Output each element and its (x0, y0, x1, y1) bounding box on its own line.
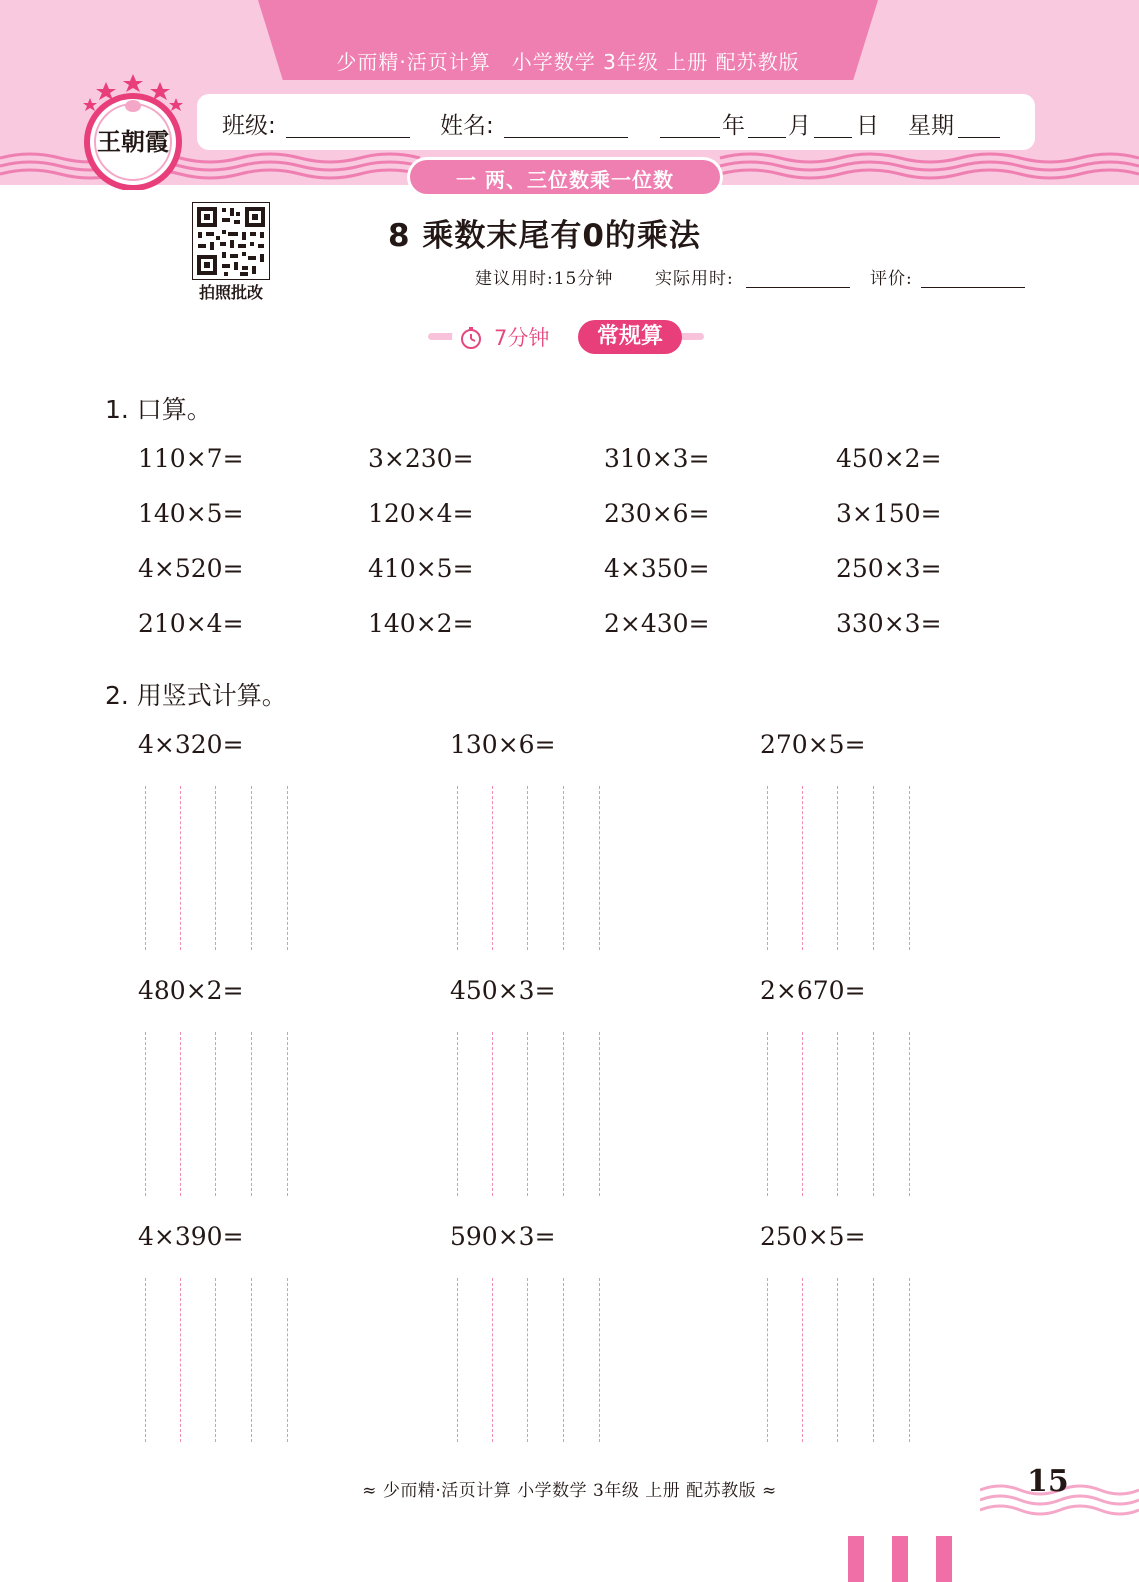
timer-text: 7分钟 (494, 326, 550, 350)
oral-problem: 140×2= (368, 609, 474, 638)
oral-problem: 140×5= (138, 499, 244, 528)
oral-problem: 450×2= (836, 444, 942, 473)
evaluation-field[interactable] (921, 287, 1025, 288)
vertical-problem: 130×6= (450, 730, 556, 759)
work-area[interactable] (145, 786, 295, 950)
stopwatch-icon (459, 326, 483, 350)
weekday-label: 星期 (908, 113, 954, 139)
suggested-time: 建议用时:15分钟 (475, 269, 614, 289)
oral-problem: 310×3= (604, 444, 710, 473)
vertical-problem: 4×390= (138, 1222, 244, 1251)
oral-problem: 120×4= (368, 499, 474, 528)
class-field[interactable] (286, 137, 410, 138)
oral-problem: 3×150= (836, 499, 942, 528)
work-area[interactable] (145, 1278, 295, 1442)
vertical-problem: 450×3= (450, 976, 556, 1005)
oral-problem: 230×6= (604, 499, 710, 528)
book-title: 少而精·活页计算 小学数学 3年级 上册 配苏教版 (336, 50, 800, 74)
footer-text: ≈ 少而精·活页计算 小学数学 3年级 上册 配苏教版 ≈ (362, 1481, 777, 1501)
class-label: 班级: (222, 113, 276, 139)
year-label: 年 (722, 113, 745, 139)
oral-problem: 330×3= (836, 609, 942, 638)
question-2-title: 2. 用竖式计算。 (105, 681, 287, 710)
footer-bar (936, 1536, 952, 1582)
name-field[interactable] (504, 137, 628, 138)
oral-problem: 250×3= (836, 554, 942, 583)
qr-code-icon[interactable] (192, 202, 270, 280)
vertical-problem: 480×2= (138, 976, 244, 1005)
vertical-problem: 4×320= (138, 730, 244, 759)
work-area[interactable] (457, 1032, 607, 1196)
oral-problem: 110×7= (138, 444, 244, 473)
name-label: 姓名: (440, 113, 494, 139)
oral-problem: 3×230= (368, 444, 474, 473)
svg-text:王朝霞: 王朝霞 (97, 127, 169, 156)
wangzhaoxia-logo (78, 70, 188, 190)
month-field[interactable] (748, 137, 786, 138)
work-area[interactable] (767, 1032, 917, 1196)
footer-bar (848, 1536, 864, 1582)
page-number: 15 (1027, 1464, 1069, 1499)
lesson-title: 8 乘数末尾有0的乘法 (388, 218, 701, 254)
actual-time-field[interactable] (746, 287, 850, 288)
year-field[interactable] (660, 137, 720, 138)
work-area[interactable] (767, 1278, 917, 1442)
evaluation-label: 评价: (870, 269, 913, 289)
work-area[interactable] (457, 1278, 607, 1442)
qr-caption: 拍照批改 (198, 283, 263, 302)
oral-problem: 410×5= (368, 554, 474, 583)
question-1-title: 1. 口算。 (105, 395, 212, 424)
oral-problem: 2×430= (604, 609, 710, 638)
vertical-problem: 270×5= (760, 730, 866, 759)
oral-problem: 210×4= (138, 609, 244, 638)
actual-time-label: 实际用时: (655, 269, 734, 289)
month-label: 月 (788, 113, 811, 139)
unit-title: 一 两、三位数乘一位数 (456, 168, 674, 192)
footer-bar (892, 1536, 908, 1582)
oral-problem: 4×520= (138, 554, 244, 583)
day-field[interactable] (814, 137, 852, 138)
vertical-problem: 590×3= (450, 1222, 556, 1251)
section-badge: 常规算 (578, 320, 682, 354)
weekday-field[interactable] (958, 137, 1000, 138)
vertical-problem: 2×670= (760, 976, 866, 1005)
work-area[interactable] (767, 786, 917, 950)
vertical-problem: 250×5= (760, 1222, 866, 1251)
work-area[interactable] (457, 786, 607, 950)
oral-problem: 4×350= (604, 554, 710, 583)
work-area[interactable] (145, 1032, 295, 1196)
day-label: 日 (856, 113, 879, 139)
